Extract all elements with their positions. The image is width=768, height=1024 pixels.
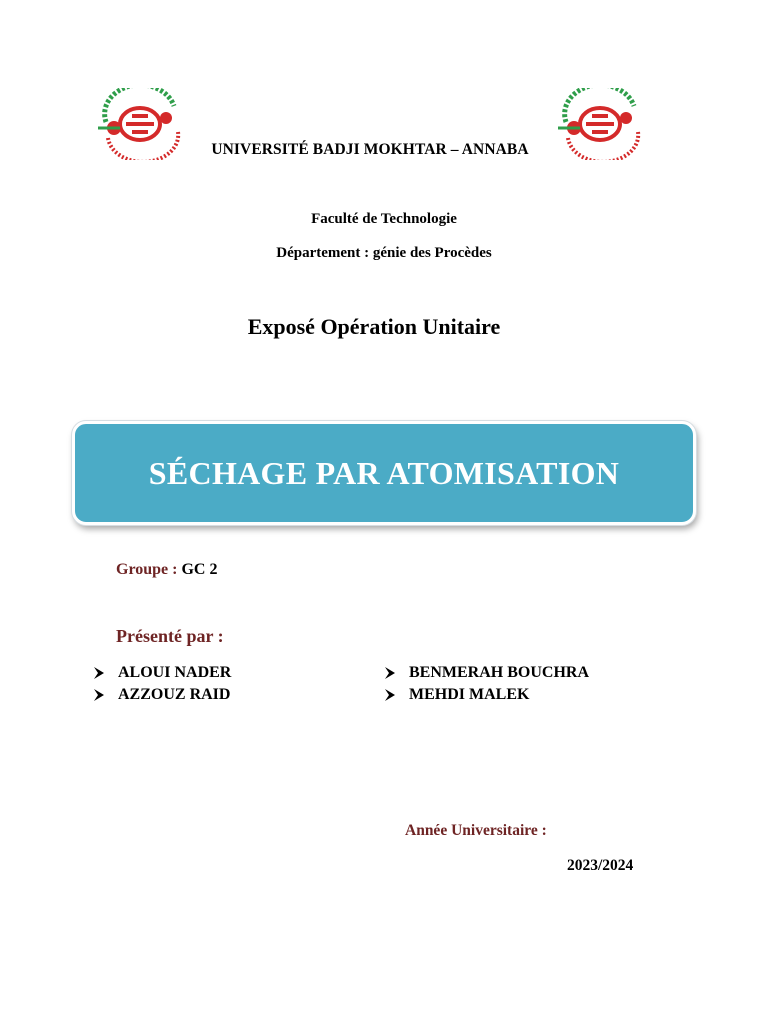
group-label: Groupe : [116,561,178,578]
member-name: BENMERAH BOUCHRA [409,664,590,681]
member-item [383,664,589,682]
group-line [116,561,217,579]
arrow-bullet-icon [92,666,114,680]
department-name: Département : génie des Procèdes [276,245,492,261]
group-value: GC 2 [181,561,218,578]
expose-subtitle: Exposé Opération Unitaire [247,314,501,339]
member-item [92,664,231,682]
document-title: SÉCHAGE PAR ATOMISATION [148,454,620,491]
member-item [383,686,529,704]
title-banner [72,421,696,525]
academic-year-value: 2023/2024 [567,857,634,874]
member-item [92,686,230,704]
member-name: ALOUI NADER [118,664,232,681]
university-name: UNIVERSITÉ BADJI MOKHTAR – ANNABA [211,141,529,158]
presented-by-label: Présenté par : [116,626,224,646]
arrow-bullet-icon [383,688,405,702]
faculty-name: Faculté de Technologie [311,211,457,227]
arrow-bullet-icon [92,688,114,702]
arrow-bullet-icon [383,666,405,680]
academic-year-label: Année Universitaire : [405,822,547,839]
member-name: MEHDI MALEK [409,686,530,703]
member-name: AZZOUZ RAID [118,686,231,703]
